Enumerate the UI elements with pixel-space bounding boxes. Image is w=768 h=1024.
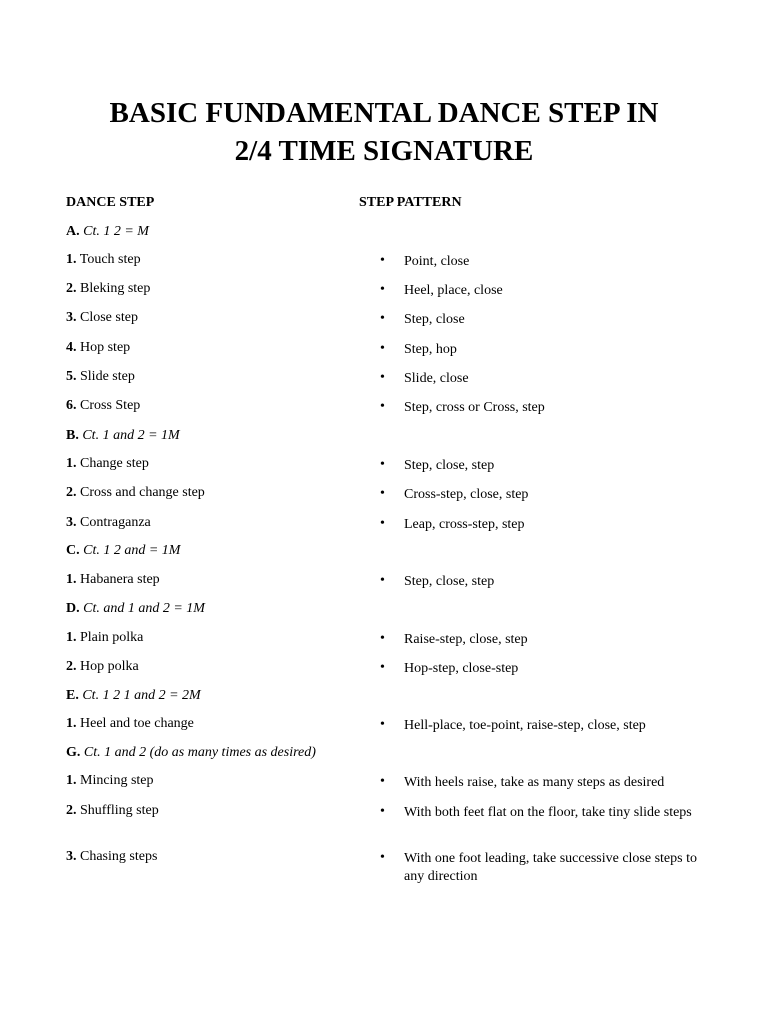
step-pattern-text: Step, close, step bbox=[404, 574, 495, 589]
step-pattern-cell bbox=[380, 804, 700, 822]
page-title bbox=[0, 94, 768, 170]
step-pattern-cell bbox=[380, 399, 700, 417]
bullet-icon: • bbox=[380, 399, 385, 414]
step-pattern-text: Step, cross or Cross, step bbox=[404, 400, 545, 415]
section-count: Ct. 1 2 = M bbox=[83, 224, 149, 239]
step-name: Cross and change step bbox=[80, 485, 205, 500]
step-number: 1. bbox=[66, 252, 77, 267]
step-name: Contraganza bbox=[80, 515, 151, 530]
dance-step-cell bbox=[66, 340, 130, 356]
section-label bbox=[66, 543, 180, 559]
bullet-icon: • bbox=[380, 850, 385, 865]
step-pattern-cell bbox=[380, 253, 700, 271]
section-label bbox=[66, 224, 149, 240]
step-pattern-cell bbox=[380, 486, 700, 504]
bullet-icon: • bbox=[380, 341, 385, 356]
step-pattern-text: With both feet flat on the floor, take tiny slide steps bbox=[404, 805, 692, 820]
step-number: 2. bbox=[66, 281, 77, 296]
dance-step-cell bbox=[66, 803, 159, 819]
step-number: 1. bbox=[66, 716, 77, 731]
step-pattern-text: Hop-step, close-step bbox=[404, 661, 519, 676]
step-name: Heel and toe change bbox=[80, 716, 194, 731]
step-number: 1. bbox=[66, 572, 77, 587]
section-label bbox=[66, 688, 201, 704]
step-pattern-text: Leap, cross-step, step bbox=[404, 517, 525, 532]
step-pattern-cell bbox=[380, 457, 700, 475]
step-name: Chasing steps bbox=[80, 849, 158, 864]
dance-step-cell bbox=[66, 252, 141, 268]
step-pattern-text: With one foot leading, take successive close steps to any direction bbox=[404, 851, 697, 884]
step-number: 3. bbox=[66, 849, 77, 864]
dance-step-cell bbox=[66, 398, 140, 414]
title-line-1: BASIC FUNDAMENTAL DANCE STEP IN bbox=[109, 97, 659, 129]
step-pattern-cell bbox=[380, 341, 700, 359]
dance-step-header: DANCE STEP bbox=[66, 195, 155, 210]
step-pattern-text: Step, hop bbox=[404, 342, 457, 357]
bullet-icon: • bbox=[380, 660, 385, 675]
step-number: 5. bbox=[66, 369, 77, 384]
section-count: Ct. 1 2 1 and 2 = 2M bbox=[82, 688, 201, 703]
bullet-icon: • bbox=[380, 631, 385, 646]
dance-step-cell bbox=[66, 456, 149, 472]
step-pattern-text: Point, close bbox=[404, 254, 470, 269]
step-pattern-cell bbox=[380, 850, 700, 886]
step-pattern-text: Hell-place, toe-point, raise-step, close, step bbox=[404, 718, 646, 733]
step-name: Plain polka bbox=[80, 630, 144, 645]
step-pattern-cell bbox=[380, 370, 700, 388]
step-number: 2. bbox=[66, 485, 77, 500]
bullet-icon: • bbox=[380, 370, 385, 385]
section-letter: B. bbox=[66, 428, 79, 443]
dance-step-cell bbox=[66, 310, 138, 326]
step-name: Change step bbox=[80, 456, 149, 471]
step-number: 1. bbox=[66, 456, 77, 471]
step-name: Slide step bbox=[80, 369, 135, 384]
step-pattern-text: Step, close bbox=[404, 312, 465, 327]
section-letter: D. bbox=[66, 601, 80, 616]
step-pattern-text: Slide, close bbox=[404, 371, 469, 386]
step-pattern-text: Cross-step, close, step bbox=[404, 487, 529, 502]
step-pattern-header: STEP PATTERN bbox=[359, 195, 462, 210]
step-number: 6. bbox=[66, 398, 77, 413]
step-name: Close step bbox=[80, 310, 138, 325]
step-pattern-cell bbox=[380, 516, 700, 534]
step-pattern-text: Step, close, step bbox=[404, 458, 495, 473]
dance-step-cell bbox=[66, 849, 157, 865]
step-pattern-text: With heels raise, take as many steps as desired bbox=[404, 775, 665, 790]
dance-step-cell bbox=[66, 716, 194, 732]
step-number: 2. bbox=[66, 659, 77, 674]
step-pattern-cell bbox=[380, 631, 700, 649]
step-number: 2. bbox=[66, 803, 77, 818]
step-name: Hop step bbox=[80, 340, 131, 355]
step-pattern-cell bbox=[380, 774, 700, 792]
section-label bbox=[66, 745, 316, 761]
step-number: 1. bbox=[66, 773, 77, 788]
step-name: Bleking step bbox=[80, 281, 151, 296]
dance-step-cell bbox=[66, 515, 151, 531]
dance-step-cell bbox=[66, 485, 205, 501]
section-count: Ct. 1 and 2 (do as many times as desired) bbox=[83, 745, 316, 760]
step-number: 4. bbox=[66, 340, 77, 355]
bullet-icon: • bbox=[380, 573, 385, 588]
section-label bbox=[66, 428, 180, 444]
dance-step-cell bbox=[66, 572, 160, 588]
step-name: Touch step bbox=[79, 252, 141, 267]
step-name: Cross Step bbox=[80, 398, 141, 413]
step-pattern-text: Heel, place, close bbox=[404, 283, 503, 298]
section-count: Ct. and 1 and 2 = 1M bbox=[83, 601, 205, 616]
section-label bbox=[66, 601, 205, 617]
section-count: Ct. 1 and 2 = 1M bbox=[82, 428, 180, 443]
dance-step-cell bbox=[66, 659, 139, 675]
bullet-icon: • bbox=[380, 486, 385, 501]
bullet-icon: • bbox=[380, 457, 385, 472]
step-pattern-cell bbox=[380, 311, 700, 329]
bullet-icon: • bbox=[380, 717, 385, 732]
bullet-icon: • bbox=[380, 774, 385, 789]
step-name: Mincing step bbox=[80, 773, 154, 788]
dance-step-cell bbox=[66, 773, 154, 789]
step-pattern-cell bbox=[380, 717, 700, 735]
step-pattern-text: Raise-step, close, step bbox=[404, 632, 528, 647]
bullet-icon: • bbox=[380, 516, 385, 531]
dance-step-cell bbox=[66, 630, 143, 646]
step-number: 3. bbox=[66, 310, 77, 325]
bullet-icon: • bbox=[380, 253, 385, 268]
step-name: Shuffling step bbox=[80, 803, 159, 818]
section-letter: E. bbox=[66, 688, 79, 703]
section-letter: C. bbox=[66, 543, 80, 558]
bullet-icon: • bbox=[380, 311, 385, 326]
section-letter: G. bbox=[66, 745, 81, 760]
step-name: Hop polka bbox=[80, 659, 139, 674]
title-line-2: 2/4 TIME SIGNATURE bbox=[234, 135, 534, 167]
section-count: Ct. 1 2 and = 1M bbox=[83, 543, 181, 558]
step-name: Habanera step bbox=[80, 572, 160, 587]
dance-step-cell bbox=[66, 281, 150, 297]
bullet-icon: • bbox=[380, 804, 385, 819]
step-pattern-cell bbox=[380, 282, 700, 300]
step-number: 1. bbox=[66, 630, 77, 645]
section-letter: A. bbox=[66, 224, 80, 239]
step-pattern-cell bbox=[380, 660, 700, 678]
step-number: 3. bbox=[66, 515, 77, 530]
step-pattern-cell bbox=[380, 573, 700, 591]
bullet-icon: • bbox=[380, 282, 385, 297]
dance-step-cell bbox=[66, 369, 135, 385]
